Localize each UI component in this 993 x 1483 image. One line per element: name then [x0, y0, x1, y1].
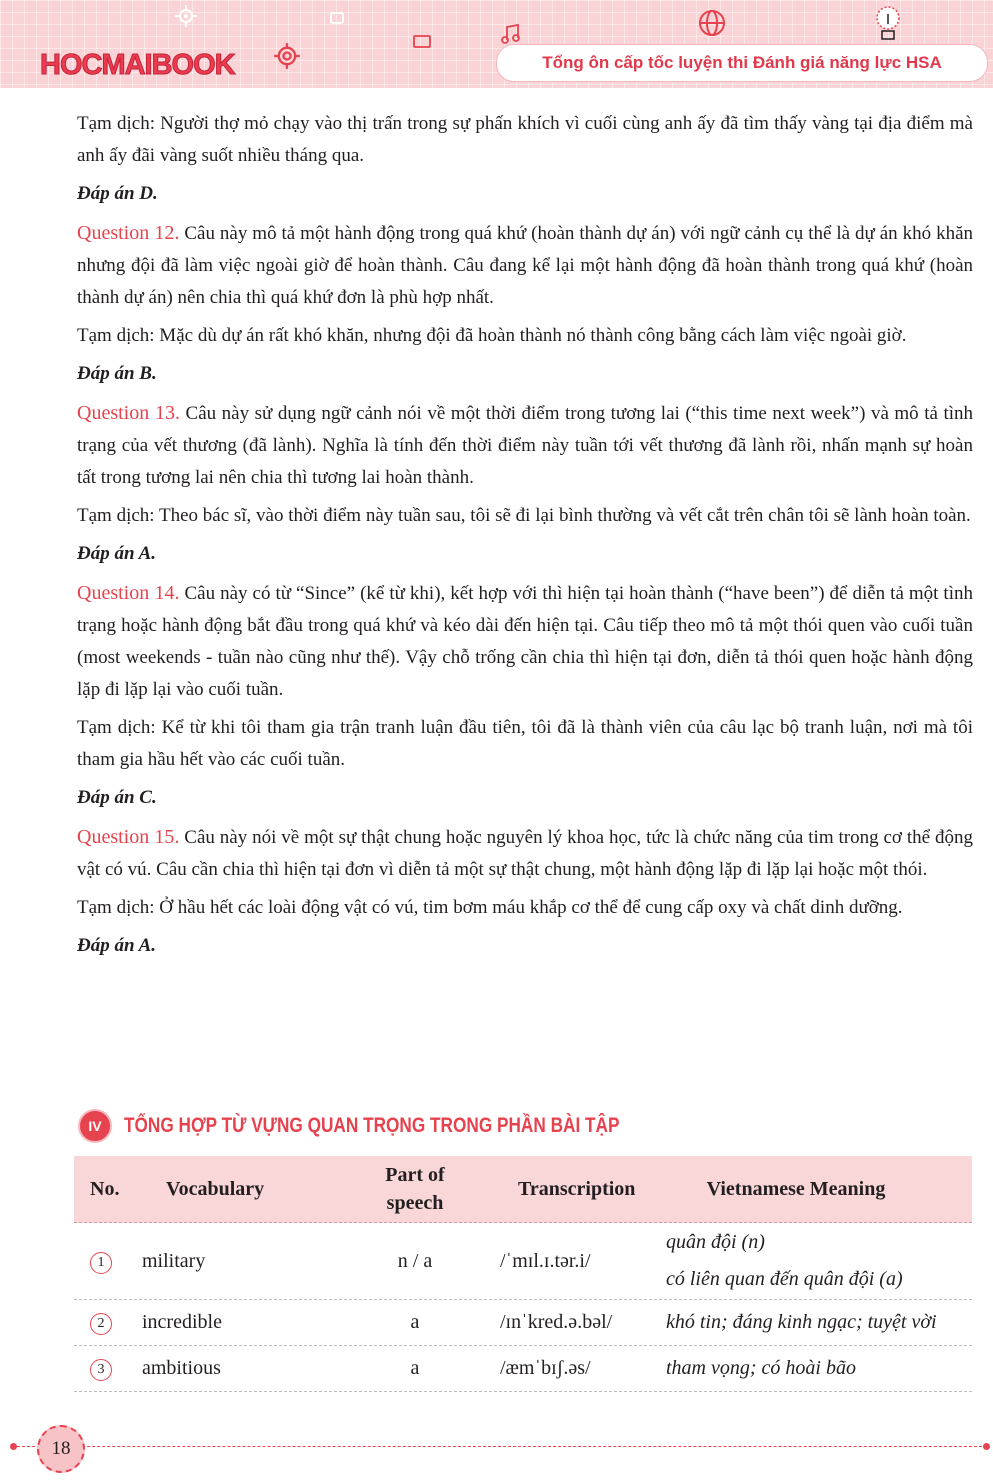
question-explanation: Câu này sử dụng ngữ cảnh nói về một thời điểm trong tương lai (“this time next week”) và mô tả tình trạng của vết thương (đã lành). Nghĩa là tính đến thời điểm này tuần tới vết thương đã lành rồi, nhấn mạnh sự hoàn tất trong tương lai nên chia thì tương lai hoàn thành. — [77, 403, 973, 488]
explanation-content — [77, 108, 973, 969]
translation-paragraph: Tạm dịch: Ở hầu hết các loài động vật có vú, tim bơm máu khắp cơ thể để cung cấp oxy và chất dinh dưỡng. — [77, 897, 903, 918]
gear-icon — [273, 42, 301, 70]
section-title: TỔNG HỢP TỪ VỰNG QUAN TRỌNG TRONG PHẦN BÀI TẬP — [124, 1114, 620, 1137]
gear-icon — [174, 4, 198, 28]
row-number: 3 — [90, 1359, 112, 1381]
vocab-word: incredible — [142, 1311, 222, 1333]
question-label: Question 15. — [77, 826, 180, 848]
question-explanation: Câu này nói về một sự thật chung hoặc nguyên lý khoa học, tức là chức năng của tim trong cơ thể động vật có vú. Câu cần chia thì hiện tại đơn vì diễn tả một sự thật chung, một hành động lặp đi lặp lại hoặc một thói. — [77, 827, 973, 880]
footer-divider — [12, 1446, 987, 1447]
vietnamese-meaning: khó tin; đáng kinh ngạc; tuyệt vời — [666, 1311, 937, 1333]
vocab-word: ambitious — [142, 1357, 221, 1379]
transcription: /ɪnˈkred.ə.bəl/ — [500, 1311, 613, 1333]
music-note-icon — [500, 22, 522, 46]
table-row — [74, 1223, 972, 1300]
header-no: No. — [90, 1177, 120, 1200]
vietnamese-meaning: tham vọng; có hoài bão — [666, 1357, 856, 1379]
question-explanation: Câu này có từ “Since” (kể từ khi), kết hợp với thì hiện tại hoàn thành (“have been”) để diễn tả một tình trạng hoặc hành động bắt đầu trong quá khứ và kéo dài đến hiện tại. Câu tiếp theo mô tả một thói quen vào cuối tuần (most weekends - tuần nào cũng như thế). Vậy chỗ trống cần chia thì hiện tại đơn, diễn tả thói quen hoặc hành động lặp đi lặp lại vào cuối tuần. — [77, 583, 973, 700]
lightbulb-icon — [868, 2, 908, 46]
meaning-line: quân đội (n) — [666, 1231, 765, 1253]
header-vocabulary: Vocabulary — [166, 1177, 265, 1200]
header-vietnamese-meaning: Vietnamese Meaning — [706, 1177, 886, 1200]
table-row — [74, 1346, 972, 1392]
table-header-row — [74, 1156, 972, 1223]
transcription: /æmˈbɪʃ.əs/ — [500, 1357, 591, 1379]
question-14 — [77, 577, 973, 706]
book-icon — [329, 10, 345, 26]
vocab-word: military — [142, 1249, 206, 1272]
question-label: Question 14. — [77, 582, 180, 604]
page-number: 18 — [37, 1425, 85, 1473]
vocabulary-table — [74, 1156, 972, 1392]
vietnamese-meaning — [666, 1224, 972, 1298]
transcription: /ˈmɪl.ɪ.tər.i/ — [500, 1249, 591, 1272]
answer-line: Đáp án D. — [77, 183, 158, 204]
question-15 — [77, 821, 973, 886]
book-icon — [412, 34, 432, 50]
section-heading — [78, 1108, 728, 1144]
translation-paragraph: Tạm dịch: Theo bác sĩ, vào thời điểm này tuần sau, tôi sẽ đi lại bình thường và vết cắt trên chân tôi sẽ lành hoàn toàn. — [77, 505, 971, 526]
header-part-of-speech-line2: speech — [386, 1192, 444, 1214]
part-of-speech: n / a — [397, 1249, 433, 1272]
meaning-line: có liên quan đến quân đội (a) — [666, 1268, 903, 1290]
header-subtitle-pill — [496, 44, 988, 82]
part-of-speech: a — [410, 1311, 420, 1333]
question-12 — [77, 217, 973, 314]
globe-icon — [698, 9, 726, 37]
translation-paragraph: Tạm dịch: Người thợ mỏ chạy vào thị trấn trong sự phấn khích vì cuối cùng anh ấy đã tìm thấy vàng tại địa điểm mà anh ấy đãi vàng suốt nhiều tháng qua. — [77, 113, 973, 166]
brand-logo: HOCMAIBOOK — [40, 49, 235, 81]
answer-line: Đáp án A. — [77, 543, 157, 564]
header-part-of-speech-line1: Part of — [385, 1164, 445, 1186]
header-part-of-speech — [340, 1161, 490, 1217]
section-number-badge: IV — [78, 1109, 112, 1143]
page-header — [0, 0, 993, 88]
translation-paragraph: Tạm dịch: Kể từ khi tôi tham gia trận tranh luận đầu tiên, tôi đã là thành viên của câu lạc bộ tranh luận, nơi mà tôi tham gia hầu hết vào các cuối tuần. — [77, 717, 973, 770]
question-label: Question 12. — [77, 222, 180, 244]
answer-line: Đáp án A. — [77, 935, 157, 956]
question-label: Question 13. — [77, 402, 180, 424]
question-explanation: Câu này mô tả một hành động trong quá khứ (hoàn thành dự án) với ngữ cảnh cụ thể là dự án khó khăn nhưng đội đã làm việc ngoài giờ để hoàn thành. Câu đang kể lại một hành động đã hoàn thành trong quá khứ (hoàn thành dự án) nên chia thì quá khứ đơn là phù hợp nhất. — [77, 223, 974, 308]
answer-line: Đáp án B. — [77, 363, 157, 384]
row-number: 1 — [90, 1252, 112, 1274]
translation-paragraph: Tạm dịch: Mặc dù dự án rất khó khăn, nhưng đội đã hoàn thành nó thành công bằng cách làm việc ngoài giờ. — [77, 325, 907, 346]
footer-dot — [10, 1443, 17, 1450]
row-number: 2 — [90, 1313, 112, 1335]
header-subtitle: Tổng ôn cấp tốc luyện thi Đánh giá năng lực HSA — [542, 53, 942, 72]
header-transcription: Transcription — [518, 1177, 636, 1200]
answer-line: Đáp án C. — [77, 787, 157, 808]
table-row — [74, 1300, 972, 1346]
part-of-speech: a — [410, 1357, 420, 1379]
footer-dot — [983, 1443, 990, 1450]
question-13 — [77, 397, 973, 494]
